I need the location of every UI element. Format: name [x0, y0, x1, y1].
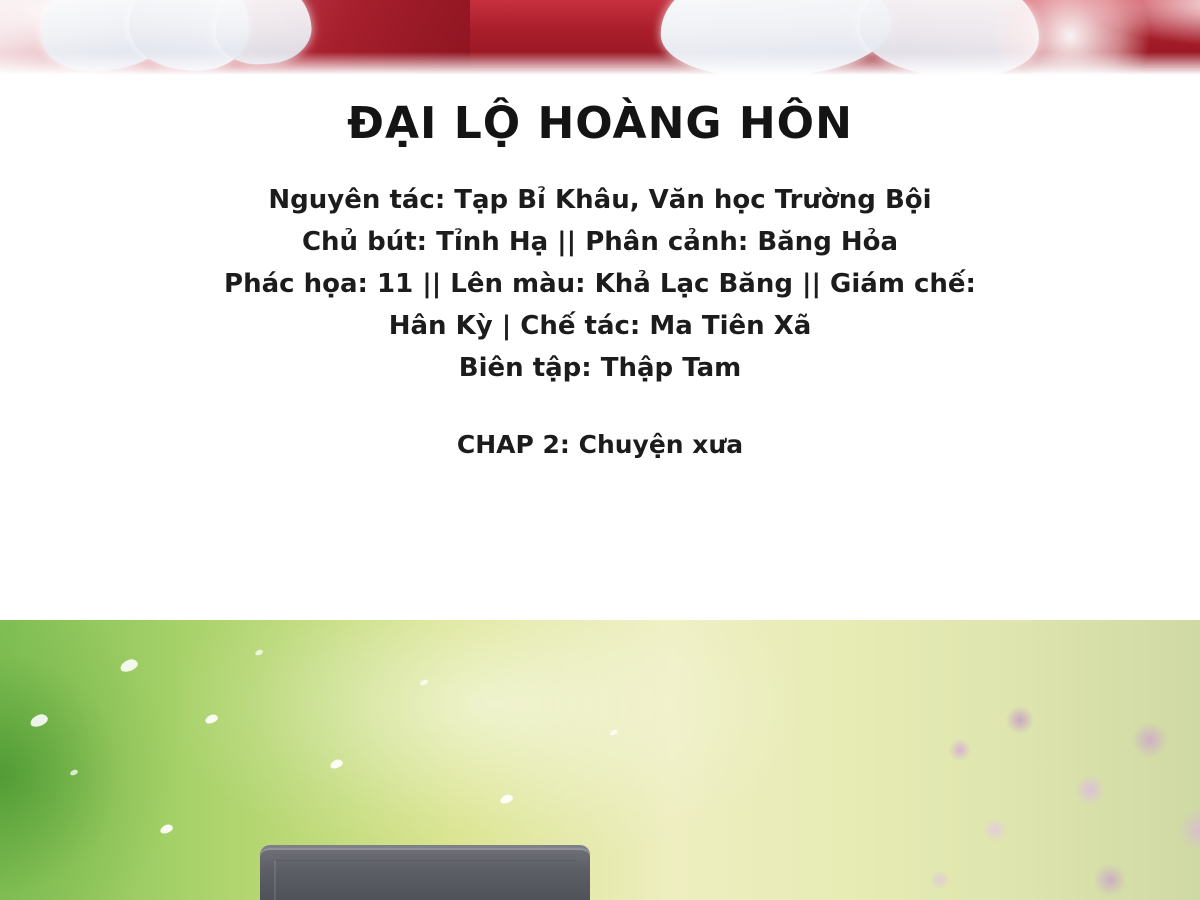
- top-banner-art: [0, 0, 1200, 78]
- credit-line: Nguyên tác: Tạp Bỉ Khâu, Văn học Trường Bội: [268, 185, 932, 215]
- credit-line: Hân Kỳ | Chế tác: Ma Tiên Xã: [388, 311, 812, 342]
- credits-list: [0, 179, 1200, 390]
- credits-block: [0, 78, 1200, 620]
- credit-line: Phác họa: 11 || Lên màu: Khả Lạc Băng || Giám chế:: [224, 269, 976, 300]
- flower-cluster: [900, 680, 1200, 900]
- chapter-label: CHAP 2: Chuyện xưa: [456, 429, 744, 459]
- credit-line: Biên tập: Thập Tam: [458, 353, 742, 384]
- page-title: ĐẠI LỘ HOÀNG HÔN: [347, 98, 853, 149]
- art-fade-to-white: [0, 52, 1200, 78]
- credit-line: Chủ bút: Tỉnh Hạ || Phân cảnh: Băng Hỏa: [301, 227, 899, 258]
- bottom-scene-art: [0, 620, 1200, 900]
- stone-wall: [260, 845, 590, 900]
